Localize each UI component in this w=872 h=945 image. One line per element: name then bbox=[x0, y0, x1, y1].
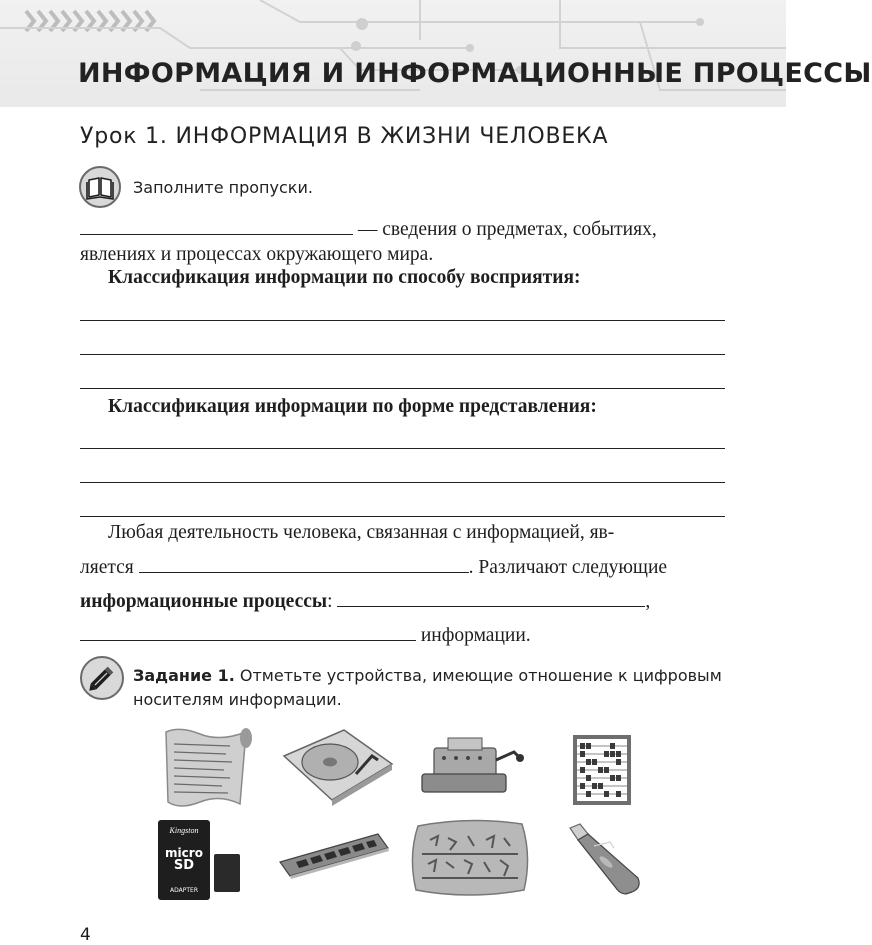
book-icon bbox=[79, 166, 121, 208]
comma: , bbox=[645, 591, 651, 612]
activity-text-2b: . Различают следующие bbox=[468, 557, 668, 578]
definition-line-2: явлениях и процессах окружающего мира. bbox=[80, 244, 434, 265]
usb-flash-drive-icon[interactable] bbox=[566, 822, 644, 896]
answer-line[interactable] bbox=[80, 320, 725, 321]
task1-body: Отметьте устройства, имеющие отношение к цифровым носителям информации. bbox=[133, 666, 722, 709]
pencil-icon bbox=[80, 656, 124, 700]
task1-text bbox=[133, 664, 733, 712]
chapter-title: ИНФОРМАЦИЯ И ИНФОРМАЦИОННЫЕ ПРОЦЕССЫ bbox=[78, 58, 872, 89]
hard-drive-icon[interactable] bbox=[280, 726, 394, 806]
heading-form: Классификация информации по форме представления: bbox=[108, 396, 597, 417]
answer-blank-processing[interactable] bbox=[139, 554, 469, 573]
colon: : bbox=[327, 591, 333, 612]
microsd-chip bbox=[214, 854, 240, 892]
answer-blank-term[interactable] bbox=[80, 216, 353, 235]
answer-line[interactable] bbox=[80, 516, 725, 517]
definition-text-1: — сведения о предметах, событиях, bbox=[353, 219, 657, 240]
activity-line-4 bbox=[80, 622, 531, 649]
ram-module-icon[interactable] bbox=[278, 832, 390, 882]
processes-term: информационные процессы bbox=[80, 591, 328, 612]
mechanical-calculator-icon[interactable] bbox=[416, 734, 526, 798]
card-sd-label: SD bbox=[173, 858, 195, 873]
card-micro-label: micro bbox=[165, 846, 203, 860]
circuit-pattern bbox=[0, 0, 786, 107]
abacus-icon[interactable] bbox=[572, 734, 632, 806]
activity-text-2a: ляется bbox=[80, 557, 139, 578]
card-adapter-label: ADAPTER bbox=[170, 887, 198, 894]
cuneiform-tablet-icon[interactable] bbox=[408, 816, 532, 898]
answer-blank-process-1[interactable] bbox=[337, 588, 645, 607]
heading-perception: Классификация информации по способу восприятия: bbox=[108, 267, 581, 288]
activity-text-4: информации. bbox=[416, 625, 531, 646]
answer-line[interactable] bbox=[80, 482, 725, 483]
activity-line-3 bbox=[80, 588, 650, 615]
lesson-title: Урок 1. ИНФОРМАЦИЯ В ЖИЗНИ ЧЕЛОВЕКА bbox=[80, 124, 609, 149]
card-brand-label: Kingston bbox=[169, 826, 199, 835]
activity-line-1: Любая деятельность человека, связанная с информацией, яв- bbox=[108, 522, 615, 543]
answer-line[interactable] bbox=[80, 388, 725, 389]
answer-line[interactable] bbox=[80, 448, 725, 449]
page-number: 4 bbox=[80, 925, 91, 945]
header-band bbox=[0, 0, 872, 107]
definition-line-1 bbox=[80, 216, 657, 243]
activity-line-2 bbox=[80, 554, 667, 581]
microsd-card-icon[interactable] bbox=[158, 820, 210, 900]
task1-label: Задание 1. bbox=[133, 666, 235, 685]
papyrus-scroll-icon[interactable] bbox=[160, 724, 252, 810]
answer-blank-process-2[interactable] bbox=[80, 622, 416, 641]
answer-line[interactable] bbox=[80, 354, 725, 355]
instruction-text: Заполните пропуски. bbox=[133, 178, 313, 197]
